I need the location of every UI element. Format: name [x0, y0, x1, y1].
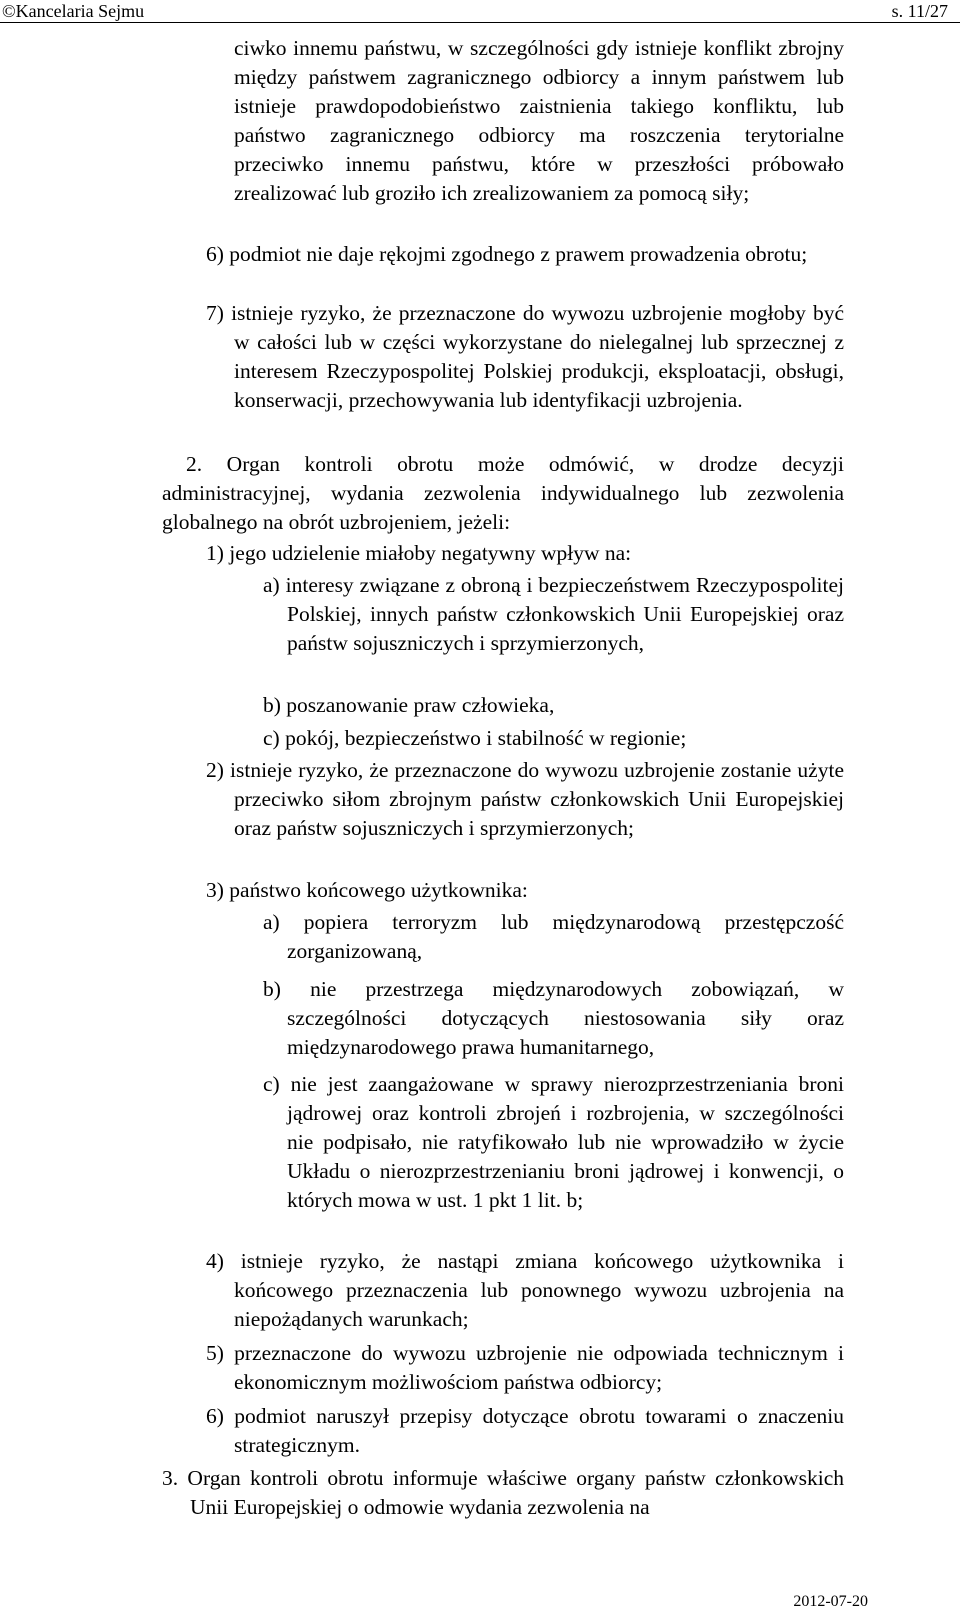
list-item-text: przeznaczone do wywozu uzbrojenie nie odpowiada technicznym i ekonomicznym możliwościom państwa odbiorcy;	[234, 1341, 844, 1394]
sub-list-item	[263, 724, 844, 753]
sub-list-item-letter: a)	[263, 910, 280, 934]
list-item-text: istnieje ryzyko, że nastąpi zmiana końcowego użytkownika i końcowego przeznaczenia lub ponownego wywozu uzbrojenia na niepożądanych warunkach;	[234, 1249, 844, 1331]
sub-list-item-letter: b)	[263, 693, 281, 717]
list-item	[206, 876, 846, 905]
section-paragraph	[162, 1464, 844, 1522]
list-item-number: 2)	[206, 758, 224, 782]
list-item-number: 1)	[206, 541, 224, 565]
list-item-number: 6)	[206, 242, 224, 266]
section-number: 3.	[162, 1466, 179, 1490]
header-rule	[0, 22, 960, 23]
list-item-text: podmiot nie daje rękojmi zgodnego z prawem prowadzenia obrotu;	[229, 242, 808, 266]
sub-list-item-letter: a)	[263, 573, 280, 597]
sub-list-item-text: nie jest zaangażowane w sprawy nierozprzestrzeniania broni jądrowej oraz kontroli zbrojeń i rozbrojenia, w szczególności nie podpisało, nie ratyfikowało lub nie wprowadziło w życie Układu o nierozprzestrzenianiu broni jądrowej i konwencji, o których mowa w ust. 1 pkt 1 lit. b;	[287, 1072, 844, 1212]
sub-list-item-letter: c)	[263, 1072, 280, 1096]
sub-list-item-text: pokój, bezpieczeństwo i stabilność w regionie;	[285, 726, 687, 750]
list-item-text: istnieje ryzyko, że przeznaczone do wywozu uzbrojenie mogłoby być w całości lub w części wykorzystane do nielegalnej lub sprzecznej z interesem Rzeczypospolitej Polskiej produkcji, eksploatacji, obsługi, konserwacji, przechowywania lub identyfikacji uzbrojenia.	[231, 301, 845, 412]
list-item-number: 6)	[206, 1404, 224, 1428]
sub-list-item-text: nie przestrzega międzynarodowych zobowiązań, w szczególności dotyczących niestosowania siły oraz międzynarodowego prawa humanitarnego,	[287, 977, 844, 1059]
sub-list-item-text: popiera terroryzm lub międzynarodową przestępczość zorganizowaną,	[287, 910, 844, 963]
list-item-text: istnieje ryzyko, że przeznaczone do wywozu uzbrojenie zostanie użyte przeciwko siłom zbrojnym państw członkowskich Unii Europejskiej oraz państw sojuszniczych i sprzymierzonych;	[230, 758, 844, 840]
sub-list-item-text: interesy związane z obroną i bezpieczeństwem Rzeczypospolitej Polskiej, innych państw członkowskich Unii Europejskiej oraz państw sojuszniczych i sprzymierzonych,	[285, 573, 845, 655]
section-text: Organ kontroli obrotu informuje właściwe organy państw członkowskich Unii Europejskiej o odmowie wydania zezwolenia na	[187, 1466, 844, 1519]
header-source: ©Kancelaria Sejmu	[2, 1, 145, 21]
sub-list-item	[263, 571, 845, 658]
list-item-text: państwo końcowego użytkownika:	[229, 878, 528, 902]
list-item	[206, 1402, 845, 1460]
continued-paragraph: ciwko innemu państwu, w szczególności gdy istnieje konflikt zbrojny między państwem zagranicznego odbiorcy a innym państwem lub istnieje prawdopodobieństwo zaistnienia takiego konfliktu, lub państwo zagranicznego odbiorcy ma roszczenia terytorialne przeciwko innemu państwu, które w przeszłości próbowało zrealizować lub groziło ich zrealizowaniem za pomocą siły;	[234, 36, 844, 205]
footer-date: 2012-07-20	[793, 1593, 868, 1610]
section-text: Organ kontroli obrotu może odmówić, w drodze decyzji administracyjnej, wydania zezwolenia indywidualnego lub zezwolenia globalnego na obrót uzbrojeniem, jeżeli:	[162, 452, 845, 534]
list-item	[206, 299, 845, 415]
list-item	[206, 756, 844, 843]
header-page-number: s. 11/27	[891, 1, 948, 21]
sub-list-item	[263, 975, 844, 1062]
section-number: 2.	[186, 452, 203, 476]
list-item-number: 5)	[206, 1341, 224, 1365]
sub-list-item-letter: c)	[263, 726, 280, 750]
sub-list-item	[263, 908, 844, 966]
sub-list-item	[263, 691, 844, 720]
sub-list-item	[263, 1070, 844, 1215]
list-item-number: 3)	[206, 878, 224, 902]
list-item	[206, 1339, 844, 1397]
list-item	[206, 240, 844, 269]
section-paragraph	[162, 450, 844, 537]
sub-list-item-letter: b)	[263, 977, 281, 1001]
list-item-number: 7)	[206, 301, 224, 325]
list-item	[206, 539, 846, 568]
list-item	[206, 1247, 844, 1334]
list-item-number: 4)	[206, 1249, 224, 1273]
list-item-text: podmiot naruszył przepisy dotyczące obrotu towarami o znaczeniu strategicznym.	[234, 1404, 845, 1457]
list-item-text: jego udzielenie miałoby negatywny wpływ na:	[229, 541, 632, 565]
sub-list-item-text: poszanowanie praw człowieka,	[286, 693, 555, 717]
